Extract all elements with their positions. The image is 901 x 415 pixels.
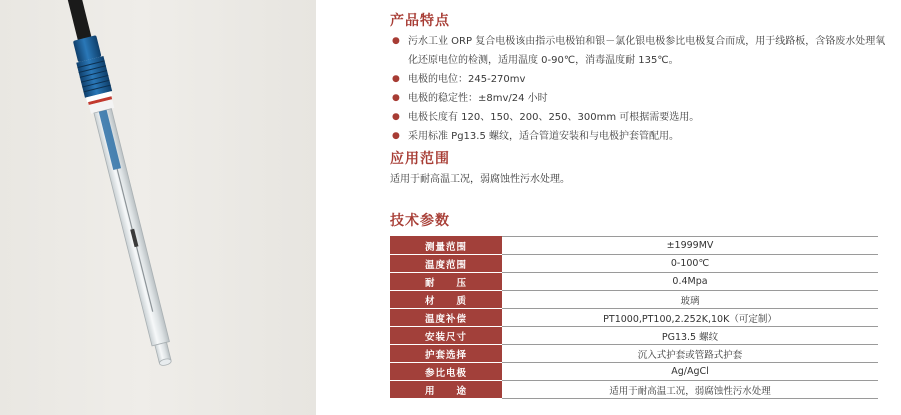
application-title: 应用范围: [390, 151, 450, 167]
feature-item: ● 采用标准 Pg13.5 螺纹，适合管道安装和与电极护套管配用。: [388, 127, 888, 146]
spec-label: 参比电极: [390, 363, 502, 381]
table-row: [390, 363, 878, 381]
spec-label: 耐 压: [390, 273, 502, 291]
cable: [64, 0, 93, 44]
feature-item: ● 电极的稳定性：±8mv/24 小时: [388, 89, 888, 108]
spec-label: 用 途: [390, 381, 502, 399]
table-row: [390, 237, 878, 255]
spec-label: 安装尺寸: [390, 327, 502, 345]
table-row: [390, 309, 878, 327]
bullet-icon: ●: [392, 131, 400, 141]
features-list: [388, 32, 888, 146]
feature-item: ● 电极长度有 120、150、200、250、300mm 可根据需要选用。: [388, 108, 888, 127]
spec-label: 材 质: [390, 291, 502, 309]
bullet-icon: ●: [392, 74, 400, 84]
spec-value: ±1999MV: [502, 237, 878, 255]
spec-value: 沉入式护套或管路式护套: [502, 345, 878, 363]
spec-label: 温度范围: [390, 255, 502, 273]
spec-label: 测量范围: [390, 237, 502, 255]
table-row: [390, 291, 878, 309]
feature-item: ● 电极的电位：245-270mv: [388, 70, 888, 89]
product-details: [388, 0, 888, 415]
table-row: [390, 255, 878, 273]
table-row: [390, 327, 878, 345]
spec-value: 0-100℃: [502, 255, 878, 273]
table-row: [390, 381, 878, 399]
feature-item: ● 污水工业 ORP 复合电极该由指示电极铂和银－氯化银电极参比电极复合而成，用于线路板，含铬废水处理氧化还原电位的检测，适用温度 0-90℃，消毒温度耐 135℃。: [388, 32, 888, 70]
orp-electrode-photo: [0, 0, 316, 415]
specs-table: [390, 236, 878, 399]
thread: [76, 56, 112, 98]
spec-value: 玻璃: [502, 291, 878, 309]
spec-value: PG13.5 螺纹: [502, 327, 878, 345]
table-row: [390, 273, 878, 291]
bullet-icon: ●: [392, 112, 400, 122]
spec-label: 护套选择: [390, 345, 502, 363]
spec-value: 适用于耐高温工况，弱腐蚀性污水处理: [502, 381, 878, 399]
spec-value: 0.4Mpa: [502, 273, 878, 291]
specs-title: 技术参数: [390, 213, 450, 229]
spec-value: PT1000,PT100,2.252K,10K（可定制）: [502, 309, 878, 327]
features-title: 产品特点: [390, 13, 450, 29]
bullet-icon: ●: [392, 36, 400, 46]
application-text: 适用于耐高温工况，弱腐蚀性污水处理。: [390, 174, 570, 185]
product-photo: [0, 0, 316, 415]
spec-label: 温度补偿: [390, 309, 502, 327]
table-row: [390, 345, 878, 363]
bullet-icon: ●: [392, 93, 400, 103]
spec-value: Ag/AgCl: [502, 363, 878, 381]
